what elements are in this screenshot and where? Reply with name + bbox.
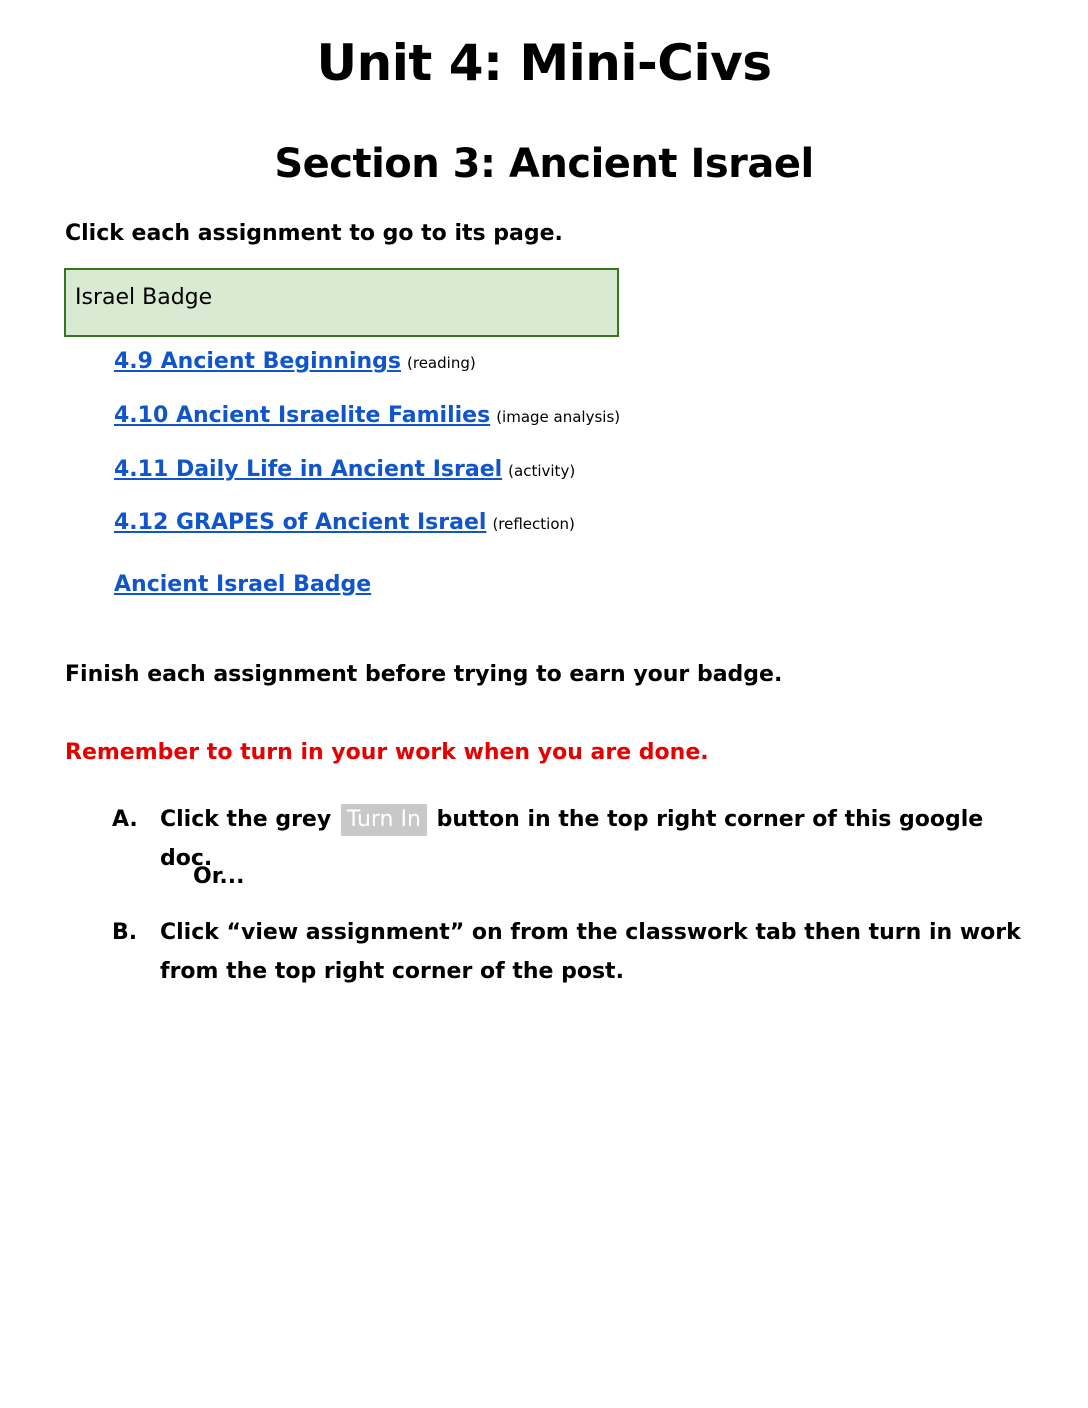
ancient-israel-badge-link[interactable]: Ancient Israel Badge — [114, 572, 372, 597]
israel-badge-label: Israel Badge — [75, 285, 213, 310]
assignment-item — [114, 455, 575, 486]
assignment-note: (reflection) — [492, 515, 575, 533]
assignment-note: (activity) — [508, 462, 576, 480]
finish-note: Finish each assignment before trying to earn your badge. — [65, 662, 783, 687]
step-a-text — [160, 800, 1040, 878]
turn-in-chip: Turn In — [341, 804, 427, 836]
step-b-marker: B. — [112, 920, 138, 945]
assignment-link-4-11[interactable]: 4.11 Daily Life in Ancient Israel — [114, 457, 503, 482]
step-b-text: Click “view assignment” on from the classwork tab then turn in work from the top right corner of the post. — [160, 920, 1021, 984]
section-title: Section 3: Ancient Israel — [274, 141, 814, 187]
badge-link-item — [114, 570, 371, 600]
assignment-item — [114, 508, 575, 539]
assignment-link-4-12[interactable]: 4.12 GRAPES of Ancient Israel — [114, 510, 487, 535]
step-a-text-before: Click the grey — [160, 807, 332, 832]
assignment-note: (reading) — [407, 354, 476, 372]
assignment-link-4-9[interactable]: 4.9 Ancient Beginnings — [114, 349, 402, 374]
assignment-link-4-10[interactable]: 4.10 Ancient Israelite Families — [114, 403, 491, 428]
assignment-item — [114, 401, 620, 432]
or-text: Or... — [193, 864, 245, 889]
assignment-note: (image analysis) — [496, 408, 621, 426]
assignment-item — [114, 347, 476, 378]
intro-text: Click each assignment to go to its page. — [65, 221, 563, 246]
step-a-marker: A. — [112, 807, 138, 832]
turn-in-reminder: Remember to turn in your work when you are done. — [65, 740, 709, 765]
israel-badge-box — [64, 268, 619, 337]
step-a-text-after: button in the top right corner of this google doc. — [160, 807, 984, 871]
page-title: Unit 4: Mini-Civs — [316, 34, 772, 92]
